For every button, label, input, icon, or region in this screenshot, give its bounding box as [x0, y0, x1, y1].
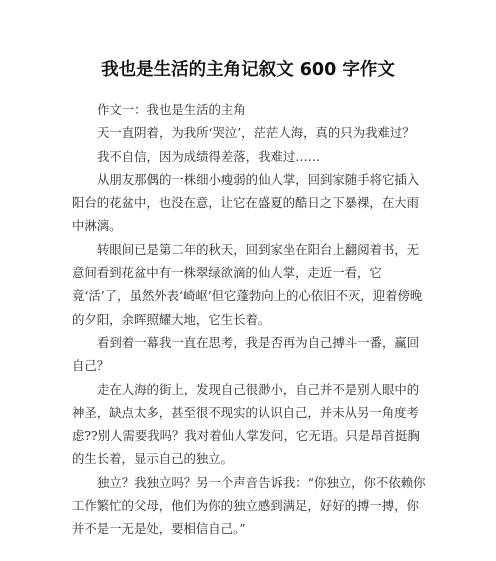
paragraph: 我不自信，因为成绩得差落，我难过……: [97, 148, 321, 164]
paragraph: 看到着一幕我一直在思考，我是否再为自己搏斗一番，赢回自己？: [72, 334, 420, 374]
paragraph: 转眼间已是第二年的秋天，回到家坐在阳台上翻阅着书，无意间看到花盆中有一株翠绿欲滴的仙人掌，走近一看，它竟‘活’了，虽然外表‘崎岖’但它蓬勃向上的心依旧不灭，迎着傍晚的夕阳，余晖照耀大地，它生长着。: [72, 241, 423, 327]
paragraph: 天一直阴着，为我所‘哭泣’，茫茫人海，真的只为我难过？: [97, 125, 415, 141]
article-subtitle: 作文一：我也是生活的主角: [97, 102, 246, 117]
article-body: [72, 98, 430, 541]
paragraph: 独立？我独立吗？另一个声音告诉我：“你独立，你不依赖你工作繁忙的父母，他们为你的独立感到满足，好好的搏一搏，你并不是一无是处，要相信自己。”: [72, 474, 426, 537]
page-title: 我也是生活的主角记叙文 600 字作文: [101, 60, 395, 80]
paragraph: 从朋友那偶的一株细小瘦弱的仙人掌，回到家随手将它插入阳台的花盆中，也没在意，让它在盛夏的酷日之下暴裸，在大雨中淋漓。: [72, 171, 420, 234]
paragraph: 走在人海的街上，发现自己很渺小，自己并不是别人眼中的神圣，缺点太多，甚至很不现实的认识自己，并未从另一角度考虑??别人需要我吗？我对着仙人掌发问，它无语。只是昂首挺胸的生长着，显示自己的独立。: [72, 381, 420, 467]
